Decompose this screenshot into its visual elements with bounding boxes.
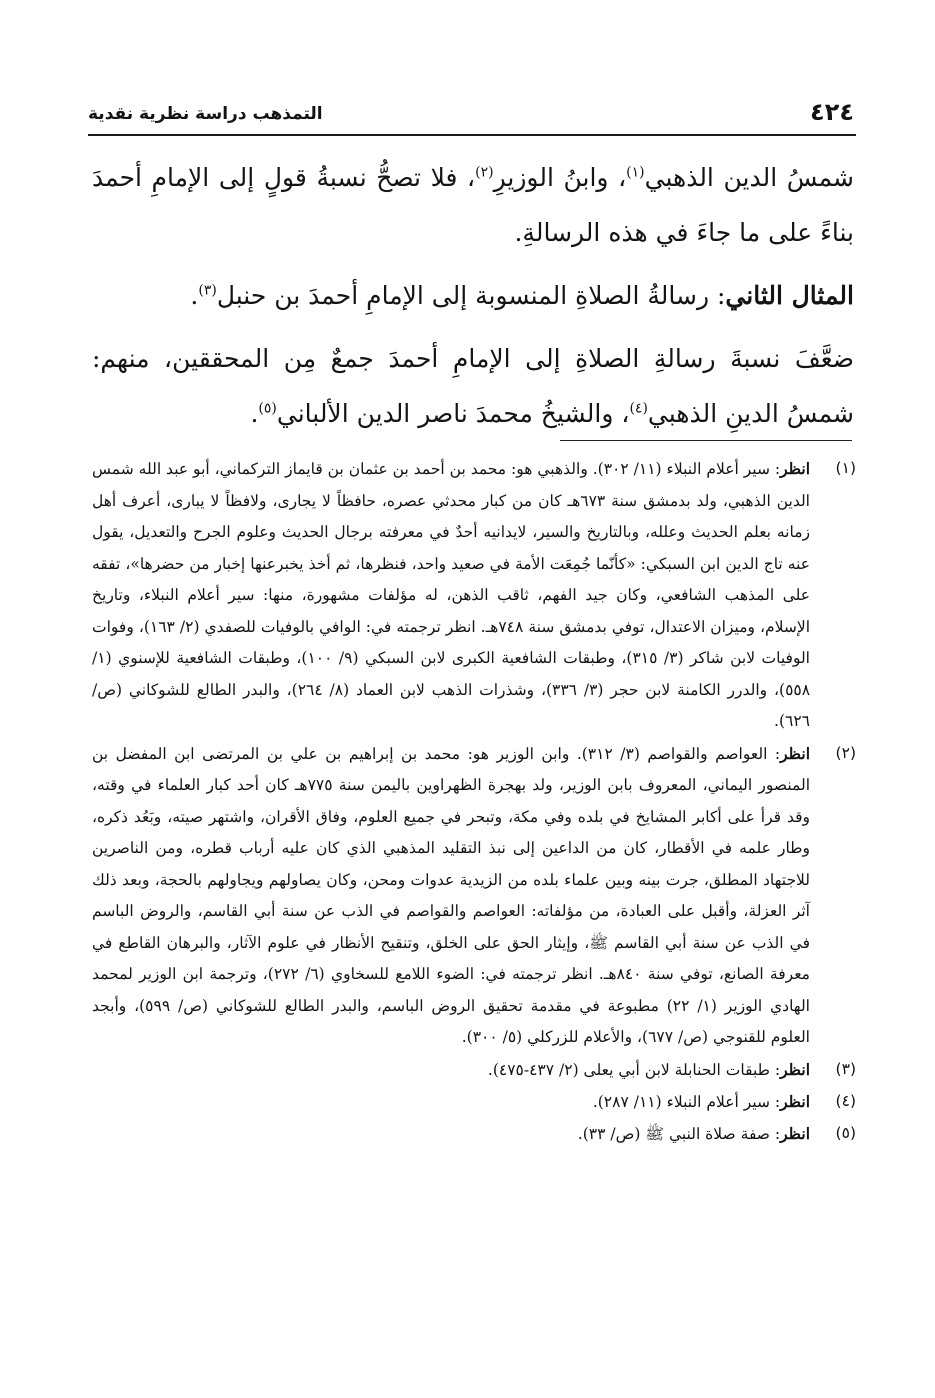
paragraph-1 <box>92 150 854 260</box>
paragraph-2 <box>92 268 854 323</box>
footnote-1 <box>92 453 856 738</box>
footnote-lead: انظر <box>780 459 811 478</box>
footnotes <box>92 453 856 1150</box>
text-span: : رسالةُ الصلاةِ المنسوبة إلى الإمامِ أحمدَ بن حنبل <box>216 281 726 310</box>
footnote-lead: انظر <box>780 743 811 763</box>
footnote-lead: انظر <box>780 1059 810 1079</box>
footnote-number: (١) <box>835 459 856 477</box>
text-span: شمسُ الدين الذهبي <box>644 163 854 192</box>
text-span: ، فلا تصحُّ نسبةُ قولٍ إلى الإمامِ أحمدَ بناءً على ما جاءَ في هذه الرسالةِ. <box>92 163 854 247</box>
footnote-text: : صفة صلاة النبي ﷺ (ص/ ٣٣). <box>577 1124 781 1143</box>
footnote-divider <box>560 440 852 441</box>
text-span: ، وابنُ الوزيرِ <box>493 163 627 192</box>
text-span: . <box>190 281 199 310</box>
footnote-ref-1: (١) <box>626 164 645 181</box>
footnote-4 <box>92 1086 856 1118</box>
footnote-ref-5: (٥) <box>258 400 277 417</box>
text-span: ضعَّفَ نسبةَ رسالةِ الصلاةِ إلى الإمامِ أحمدَ جمعٌ مِن المحققين، منهم: شمسُ الدينِ الذهبي <box>92 344 854 428</box>
footnote-text: : سير أعلام النبلاء (١١/ ٢٨٧). <box>592 1092 781 1111</box>
footnote-2 <box>92 738 856 1054</box>
footnote-lead: انظر <box>780 1091 810 1111</box>
footnote-5 <box>92 1118 856 1150</box>
text-span: ، والشيخُ محمدَ ناصر الدين الألباني <box>276 399 630 428</box>
footnote-number: (٢) <box>835 743 856 762</box>
footnote-text: : العواصم والقواصم (٣/ ٣١٢). وابن الوزير هو: محمد بن إبراهيم بن علي بن المرتضى ابن المفضل بن المنصور اليماني، المعروف بابن الوزير، ولد بهجرة الظهراوين باليمن سنة ٧٧٥هـ كان أحد كبار العلماء في وقته، وقد قرأ على أكابر المشايخ في بلده وفي مكة، وتبحر في جميع العلوم، وفاق الأقران، واشتهر صيته، وبَعُد ذكره، وطار علمه في الأقطار، كان من الداعين إلى نبذ التقليد المذهبي الذي كان عليه أرباب قطره، ومن الناصرين للاجتهاد المطلق، جرت بينه وبين علماء بلده من الزيدية عدوات ومحن، وكان يصاولهم ويجاولهم بالحجة، وبعد ذلك آثر العزلة، وأقبل على العبادة، من مؤلفاته: العواصم والقواصم في الذب عن سنة أبي القاسم، والروض الباسم في الذب عن سنة أبي القاسم ﷺ، وإيثار الحق على الخلق، وتنقيح الأنظار في علوم الآثار، والبرهان القاطع في معرفة الصانع، توفي سنة ٨٤٠هـ. انظر ترجمته في: الضوء اللامع للسخاوي (٦/ ٢٧٢)، وترجمة ابن الوزير لمحمد الهادي الوزير (١/ ٢٢) مطبوعة في مقدمة تحقيق الروض الباسم، والبدر الطالع للشوكاني (ص/ ٥٩٩)، وأبجد العلوم للقنوجي (ص/ ٦٧٧)، والأعلام للزركلي (٥/ ٣٠٠). <box>92 744 811 1046</box>
footnote-number: (٤) <box>835 1091 856 1110</box>
example-heading: المثال الثاني <box>725 281 854 310</box>
footnote-number: (٣) <box>835 1059 856 1078</box>
footnote-ref-3: (٣) <box>198 282 217 299</box>
footnote-ref-2: (٢) <box>475 164 494 181</box>
footnote-lead: انظر <box>780 1123 810 1143</box>
footnote-number: (٥) <box>835 1123 856 1142</box>
footnote-text: : سير أعلام النبلاء (١١/ ٣٠٢). والذهبي هو: محمد بن أحمد بن عثمان بن قايماز التركماني، أبو عبد الله شمس الدين الذهبي، ولد بدمشق سنة ٦٧٣هـ كان من كبار محدثي عصره، حافظاً لا يجارى، ولافظاً لا يبارى، أعرف أهل زمانه بعلم الحديث وعلله، وبالتاريخ والسير، لايدانيه أحدٌ في معرفته برجال الحديث وعلوم الجرح والتعديل، يقول عنه تاج الدين ابن السبكي: «كأنّما جُمِعَت الأمة في صعيد واحد، فنظرها، ثم أخذ يخبرعنها إخبار من حضرها»، تفقه على المذهب الشافعي، وكان جيد الفهم، ثاقب الذهن، له مؤلفات مشهورة، منها: سير أعلام النبلاء، وتاريخ الإسلام، وميزان الاعتدال، توفي بدمشق سنة ٧٤٨هـ. انظر ترجمته في: الوافي بالوفيات للصفدي (٢/ ١٦٣)، وفوات الوفيات لابن شاكر (٣/ ٣١٥)، وطبقات الشافعية الكبرى لابن السبكي (٩/ ١٠٠)، وطبقات الشافعية للإسنوي (١/ ٥٥٨)، والدرر الكامنة لابن حجر (٣/ ٣٣٦)، وشذرات الذهب لابن العماد (٨/ ٢٦٤)، والبدر الطالع للشوكاني (ص/ ٦٢٦). <box>92 460 811 730</box>
main-text <box>92 150 854 441</box>
text-span: . <box>250 399 259 428</box>
running-header <box>88 94 856 136</box>
running-title: التمذهب دراسة نظرية نقدية <box>88 104 323 124</box>
footnote-ref-4: (٤) <box>629 400 648 417</box>
page-number: ٤٢٤ <box>810 98 854 126</box>
footnote-3 <box>92 1054 856 1086</box>
paragraph-3 <box>92 331 854 441</box>
footnote-text: : طبقات الحنابلة لابن أبي يعلى (٢/ ٤٣٧-٤٧٥). <box>487 1060 781 1079</box>
